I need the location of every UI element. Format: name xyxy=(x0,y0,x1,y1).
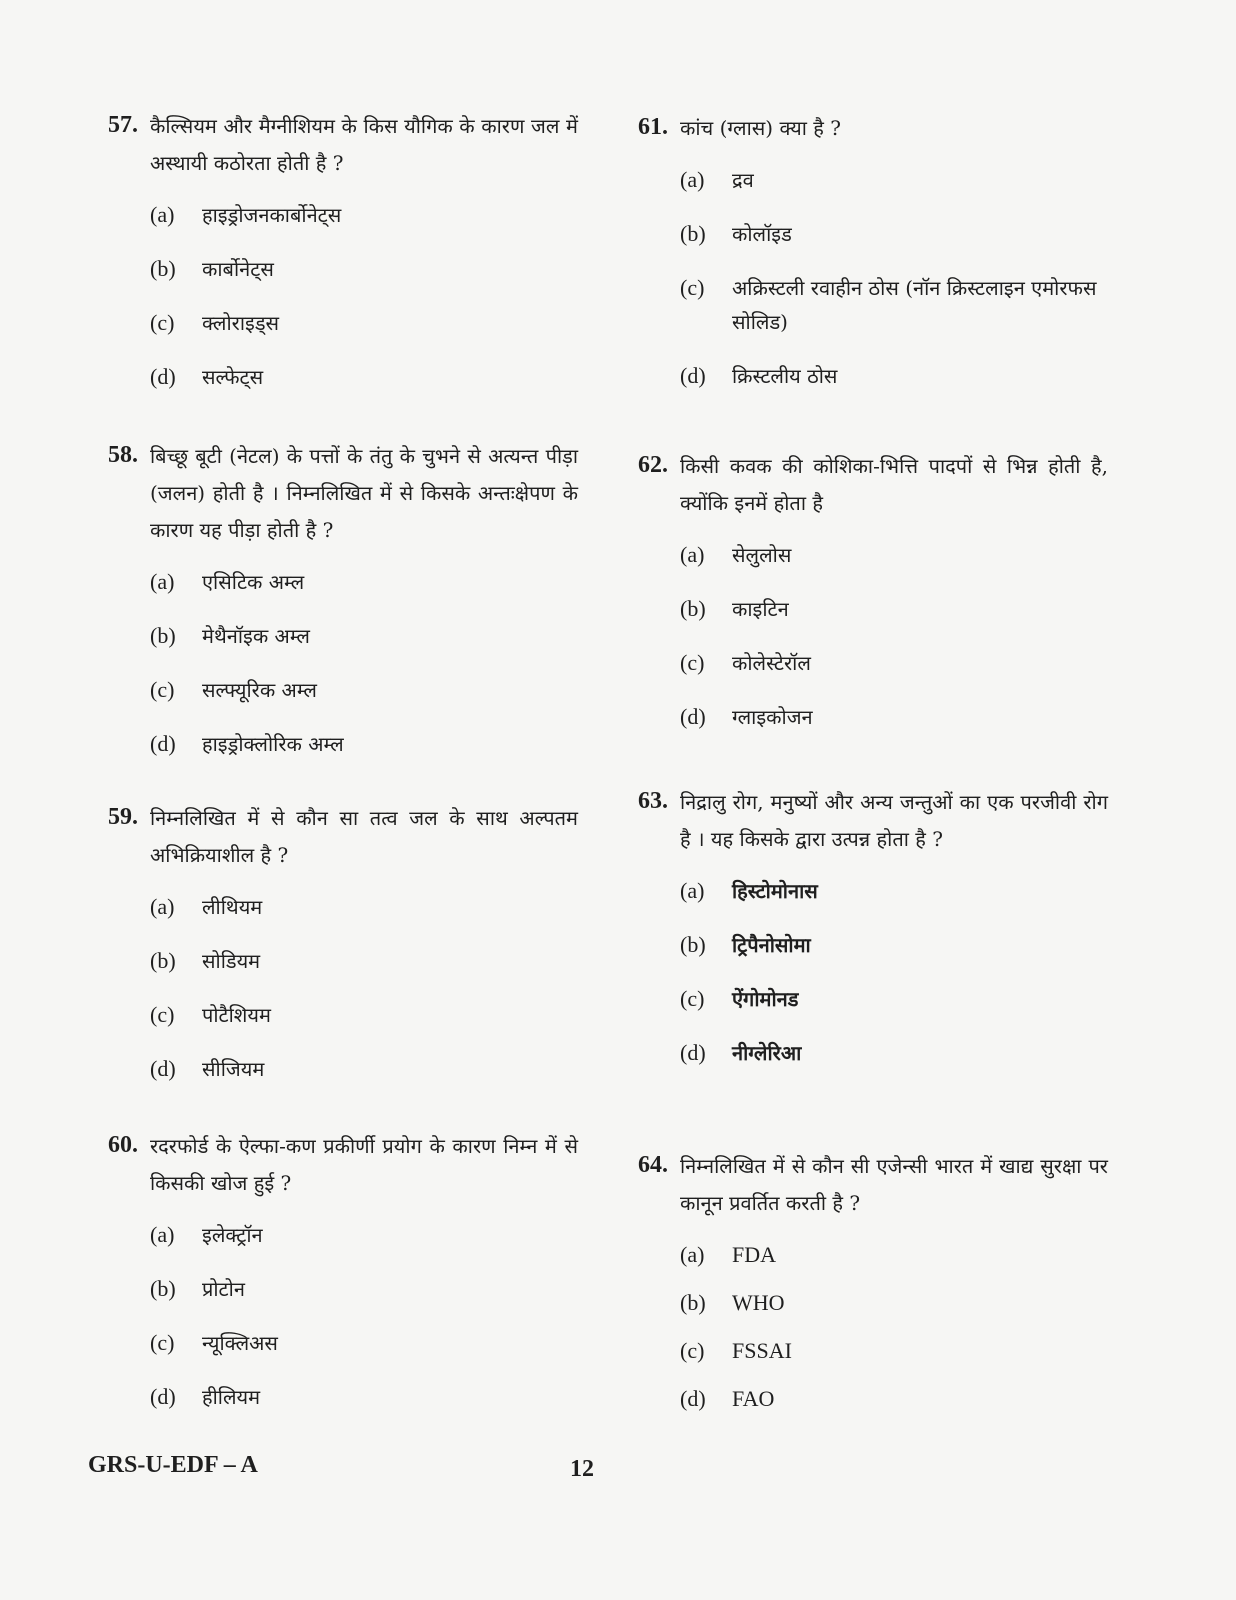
question-text: कैल्सियम और मैग्नीशियम के किस यौगिक के कारण जल में अस्थायी कठोरता होती है ? xyxy=(150,114,578,175)
option-text: सोडियम xyxy=(202,949,261,973)
option-label: (c) xyxy=(680,275,705,300)
option-a xyxy=(680,163,1108,197)
option-text: FSSAI xyxy=(732,1338,792,1363)
option-d xyxy=(680,700,1108,734)
option-text: द्रव xyxy=(732,168,754,192)
option-label: (a) xyxy=(150,1222,175,1247)
option-label: (c) xyxy=(150,310,175,335)
question-text: निम्नलिखित में से कौन सा तत्व जल के साथ अल्पतम अभिक्रियाशील है ? xyxy=(150,806,578,867)
question-number: 62. xyxy=(638,452,668,478)
question-number: 63. xyxy=(638,788,668,814)
option-label: (c) xyxy=(150,1002,175,1027)
option-text: प्रोटोन xyxy=(202,1277,245,1301)
option-a xyxy=(150,890,578,924)
option-text: कोलेस्टेरॉल xyxy=(732,651,811,675)
option-b xyxy=(150,252,578,286)
option-label: (a) xyxy=(680,878,705,903)
option-label: (d) xyxy=(150,731,176,756)
option-label: (a) xyxy=(680,1242,705,1267)
option-label: (c) xyxy=(680,986,705,1011)
option-text: हिस्टोमोनास xyxy=(732,879,818,903)
option-text: हीलियम xyxy=(202,1385,261,1409)
option-label: (a) xyxy=(150,202,175,227)
option-text: मेथैनॉइक अम्ल xyxy=(202,624,310,648)
option-label: (d) xyxy=(680,1040,706,1065)
option-text: ग्लाइकोजन xyxy=(732,705,813,729)
question-text: कांच (ग्लास) क्या है ? xyxy=(680,116,841,140)
option-label: (a) xyxy=(680,542,705,567)
option-label: (c) xyxy=(680,1338,705,1363)
option-text: अक्रिस्टली रवाहीन ठोस (नॉन क्रिस्टलाइन एमोरफस सोलिड) xyxy=(732,276,1097,334)
option-c xyxy=(680,646,1108,680)
option-text: क्रिस्टलीय ठोस xyxy=(732,364,838,388)
option-text: नीग्लेरिआ xyxy=(732,1041,802,1065)
option-c xyxy=(680,1334,1108,1368)
option-text: कोलॉइड xyxy=(732,222,792,246)
option-label: (b) xyxy=(680,1290,706,1315)
question-text: किसी कवक की कोशिका-भित्ति पादपों से भिन्न होती है, क्योंकि इनमें होता है xyxy=(680,454,1108,515)
option-text: सेलुलोस xyxy=(732,543,792,567)
option-c xyxy=(150,998,578,1032)
option-c xyxy=(680,271,1108,339)
option-c xyxy=(150,1326,578,1360)
question-number: 64. xyxy=(638,1152,668,1178)
question-number: 61. xyxy=(638,114,668,140)
option-text: सीजियम xyxy=(202,1057,265,1081)
option-b xyxy=(680,592,1108,626)
option-text: न्यूक्लिअस xyxy=(202,1331,278,1355)
question-64 xyxy=(638,1148,1108,1430)
option-label: (d) xyxy=(150,1056,176,1081)
option-d xyxy=(150,1052,578,1086)
option-text: WHO xyxy=(732,1290,785,1315)
option-a xyxy=(150,1218,578,1252)
option-label: (b) xyxy=(150,256,176,281)
option-d xyxy=(680,359,1108,393)
option-text: लीथियम xyxy=(202,895,263,919)
option-d xyxy=(680,1382,1108,1416)
option-text: पोटैशियम xyxy=(202,1003,271,1027)
options-list xyxy=(638,163,1108,393)
options-list xyxy=(108,1218,578,1414)
option-c xyxy=(680,982,1108,1016)
booklet-code: GRS-U-EDF – A xyxy=(88,1452,258,1478)
option-d xyxy=(150,360,578,394)
option-text: FAO xyxy=(732,1386,775,1411)
option-text: हाइड्रोक्लोरिक अम्ल xyxy=(202,732,344,756)
option-a xyxy=(680,538,1108,572)
option-b xyxy=(680,217,1108,251)
option-text: ऐंगोमोनड xyxy=(732,987,799,1011)
options-list xyxy=(108,565,578,761)
question-text: निद्रालु रोग, मनुष्यों और अन्य जन्तुओं का एक परजीवी रोग है । यह किसके द्वारा उत्पन्न होता है ? xyxy=(680,790,1108,851)
options-list xyxy=(108,198,578,394)
option-label: (b) xyxy=(680,932,706,957)
page-number: 12 xyxy=(570,1456,594,1482)
question-57 xyxy=(108,108,578,414)
option-c xyxy=(150,673,578,707)
option-text: ट्रिपैनोसोमा xyxy=(732,933,811,957)
option-text: कार्बोनेट्स xyxy=(202,257,274,281)
option-b xyxy=(150,1272,578,1306)
options-list xyxy=(108,890,578,1086)
options-list xyxy=(638,874,1108,1070)
options-list xyxy=(638,1238,1108,1416)
question-number: 59. xyxy=(108,804,138,830)
option-label: (d) xyxy=(680,1386,706,1411)
option-label: (d) xyxy=(150,1384,176,1409)
option-text: एसिटिक अम्ल xyxy=(202,570,305,594)
question-58 xyxy=(108,438,578,781)
option-label: (b) xyxy=(150,1276,176,1301)
option-b xyxy=(680,1286,1108,1320)
option-text: हाइड्रोजनकार्बोनेट्स xyxy=(202,203,342,227)
option-label: (c) xyxy=(680,650,705,675)
question-60 xyxy=(108,1128,578,1434)
option-text: क्लोराइड्स xyxy=(202,311,280,335)
option-label: (a) xyxy=(150,569,175,594)
question-63 xyxy=(638,784,1108,1090)
option-b xyxy=(150,619,578,653)
question-text: रदरफोर्ड के ऐल्फा-कण प्रकीर्णी प्रयोग के कारण निम्न में से किसकी खोज हुई ? xyxy=(150,1134,578,1195)
question-text: बिच्छू बूटी (नेटल) के पत्तों के तंतु के चुभने से अत्यन्त पीड़ा (जलन) होती है । निम्नलिखित में से किसके अन्तःक्षेपण के कारण यह पीड़ा होती है ? xyxy=(150,444,578,542)
option-d xyxy=(150,727,578,761)
option-a xyxy=(680,874,1108,908)
question-number: 60. xyxy=(108,1132,138,1158)
option-text: सल्फेट्स xyxy=(202,365,264,389)
option-label: (a) xyxy=(680,167,705,192)
option-label: (d) xyxy=(680,363,706,388)
option-a xyxy=(680,1238,1108,1272)
option-c xyxy=(150,306,578,340)
question-61 xyxy=(638,110,1108,413)
option-label: (d) xyxy=(150,364,176,389)
question-59 xyxy=(108,800,578,1106)
option-label: (a) xyxy=(150,894,175,919)
options-list xyxy=(638,538,1108,734)
question-text: निम्नलिखित में से कौन सी एजेन्सी भारत में खाद्य सुरक्षा पर कानून प्रवर्तित करती है ? xyxy=(680,1154,1108,1215)
option-text: FDA xyxy=(732,1242,777,1267)
option-label: (b) xyxy=(150,623,176,648)
option-label: (b) xyxy=(680,221,706,246)
option-label: (c) xyxy=(150,1330,175,1355)
question-number: 58. xyxy=(108,442,138,468)
option-d xyxy=(680,1036,1108,1070)
option-b xyxy=(150,944,578,978)
option-label: (b) xyxy=(680,596,706,621)
option-text: काइटिन xyxy=(732,597,789,621)
option-a xyxy=(150,198,578,232)
question-62 xyxy=(638,448,1108,754)
option-text: इलेक्ट्रॉन xyxy=(202,1223,263,1247)
option-text: सल्फ्यूरिक अम्ल xyxy=(202,678,317,702)
option-d xyxy=(150,1380,578,1414)
option-label: (b) xyxy=(150,948,176,973)
option-label: (c) xyxy=(150,677,175,702)
option-label: (d) xyxy=(680,704,706,729)
question-number: 57. xyxy=(108,112,138,138)
option-b xyxy=(680,928,1108,962)
option-a xyxy=(150,565,578,599)
